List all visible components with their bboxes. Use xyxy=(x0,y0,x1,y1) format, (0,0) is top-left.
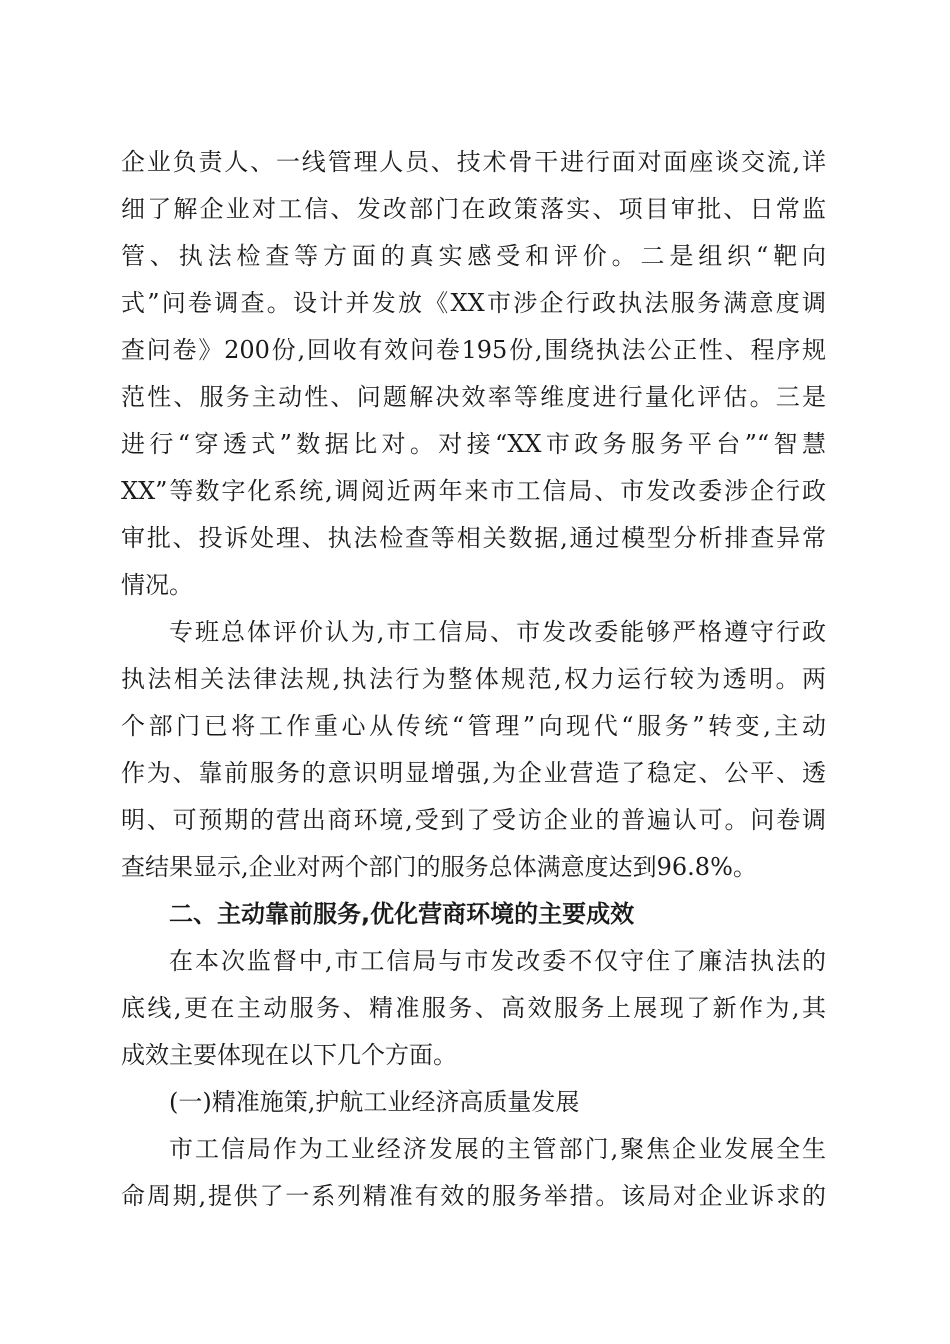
text-line: 细了解企业对工信、发改部门在政策落实、项目审批、日常监 xyxy=(121,195,826,223)
text-line: 底线,更在主动服务、精准服务、高效服务上展现了新作为,其 xyxy=(121,994,826,1022)
text-line: 市工信局作为工业经济发展的主管部门,聚焦企业发展全生 xyxy=(169,1135,826,1163)
section-heading: 二、主动靠前服务,优化营商环境的主要成效 xyxy=(169,900,635,928)
text-line: 作为、靠前服务的意识明显增强,为企业营造了稳定、公平、透 xyxy=(121,759,826,787)
text-line: 范性、服务主动性、问题解决效率等维度进行量化评估。三是 xyxy=(121,383,826,411)
text-line: 成效主要体现在以下几个方面。 xyxy=(121,1041,457,1069)
text-line: 查问卷》200份,回收有效问卷195份,围绕执法公正性、程序规 xyxy=(121,336,826,364)
text-line: 明、可预期的营出商环境,受到了受访企业的普遍认可。问卷调 xyxy=(121,806,826,834)
text-line: 在本次监督中,市工信局与市发改委不仅守住了廉洁执法的 xyxy=(169,947,826,975)
text-line: 企业负责人、一线管理人员、技术骨干进行面对面座谈交流,详 xyxy=(121,148,826,176)
text-line: 审批、投诉处理、执法检查等相关数据,通过模型分析排查异常 xyxy=(121,524,826,552)
text-line: 个部门已将工作重心从传统“管理”向现代“服务”转变,主动 xyxy=(121,712,826,740)
text-line: 查结果显示,企业对两个部门的服务总体满意度达到96.8%。 xyxy=(121,853,757,881)
text-line: 式”问卷调查。设计并发放《XX市涉企行政执法服务满意度调 xyxy=(121,289,826,317)
text-line: 情况。 xyxy=(121,571,193,599)
text-line: 管、执法检查等方面的真实感受和评价。二是组织“靶向 xyxy=(121,242,826,270)
text-line: 进行“穿透式”数据比对。对接“XX市政务服务平台”“智慧 xyxy=(121,430,826,458)
text-line: 命周期,提供了一系列精准有效的服务举措。该局对企业诉求的 xyxy=(121,1182,826,1210)
subsection-heading: (一)精准施策,护航工业经济高质量发展 xyxy=(169,1088,580,1116)
text-line: XX”等数字化系统,调阅近两年来市工信局、市发改委涉企行政 xyxy=(121,477,826,505)
text-line: 执法相关法律法规,执法行为整体规范,权力运行较为透明。两 xyxy=(121,665,826,693)
text-line: 专班总体评价认为,市工信局、市发改委能够严格遵守行政 xyxy=(169,618,826,646)
